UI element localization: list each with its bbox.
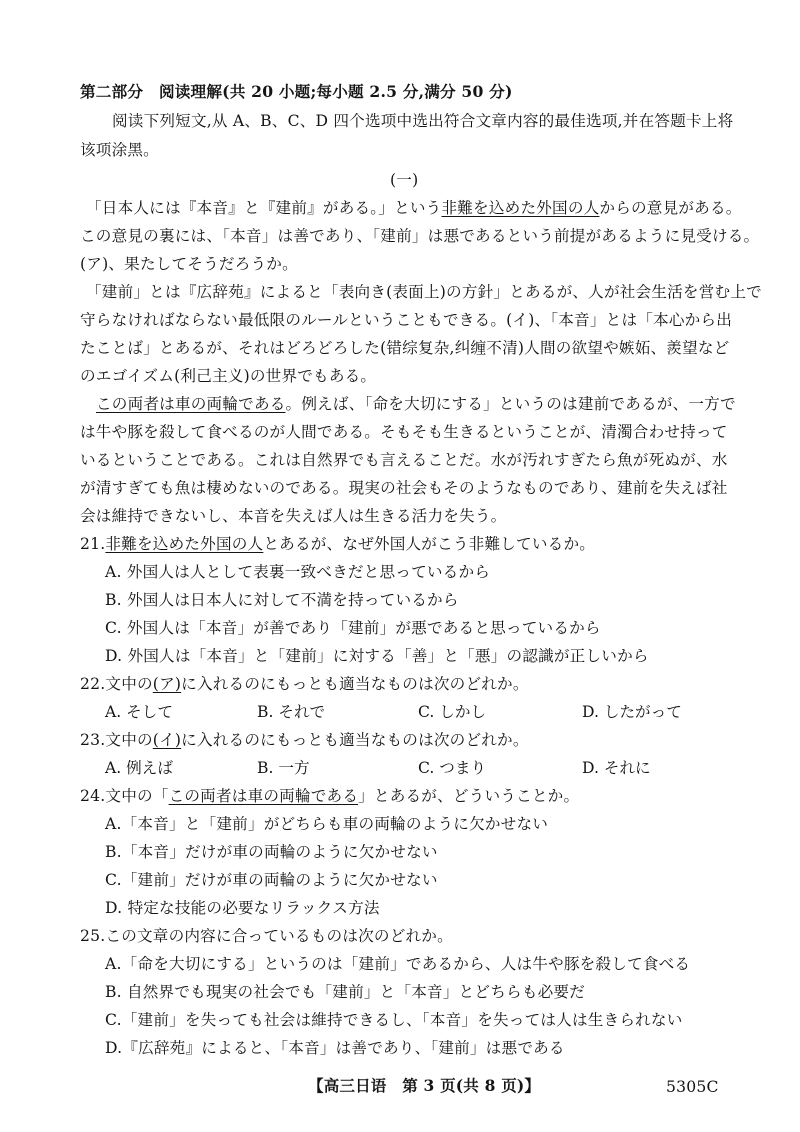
underlined-phrase: この両者は車の両輪である [168, 787, 359, 805]
passage-p3-line-5: 会は維持できないし、本音を失えば人は生きる活力を失う。 [80, 507, 507, 525]
text-run: に入れるのにもっとも適当なものは次のどれか。 [181, 675, 529, 693]
page-footer-code: 5305C [666, 1078, 719, 1096]
question-number: 21. [80, 535, 106, 553]
text-run: 「日本人には『本音』と『建前』がある。」という [86, 199, 442, 217]
question-number: 23. [80, 731, 106, 749]
passage-p2-line-1: 「建前」とは『広辞苑』によると「表向き(表面上)の方針」とあるが、人が社会生活を営む上で [86, 283, 762, 301]
question-22-stem [80, 674, 529, 694]
underlined-phrase: 非難を込めた外国の人 [105, 535, 264, 553]
passage-p2-line-2: 守らなければならない最低限のルールということもできる。(イ)、「本音」とは「本心から出 [80, 311, 732, 329]
q23-option-a: A. 例えば [105, 759, 173, 777]
text-run: 文中の [105, 675, 153, 693]
text-run: からの意見がある。 [599, 199, 742, 217]
text-run: 」とあるが、どういうことか。 [358, 787, 580, 805]
underlined-phrase: 非難を込めた外国の人 [441, 199, 600, 217]
instruction-line-1: 阅读下列短文,从 A、B、C、D 四个选项中选出符合文章内容的最佳选项,并在答题卡上将 [112, 112, 734, 130]
q21-option-d: D. 外国人は「本音」と「建前」に対する「善」と「悪」の認識が正しいから [105, 647, 649, 665]
passage-p1-line-1 [86, 198, 742, 218]
q22-option-b: B. それで [257, 703, 326, 721]
q22-option-d: D. したがって [582, 703, 682, 721]
q21-option-c: C. 外国人は「本音」が善であり「建前」が悪であると思っているから [105, 619, 601, 637]
passage-p3-line-3: いるということである。これは自然界でも言えることだ。水が汚れすぎたら魚が死ぬが、水 [80, 451, 728, 469]
passage-p1-line-2: この意見の裏には、「本音」は善であり、「建前」は悪であるという前提があるように見受ける。 [80, 227, 760, 245]
passage-p3-line-2: は牛や豚を殺して食べるのが人間である。そもそも生きるということが、清濁合わせ持って [80, 423, 728, 441]
underlined-blank: (イ) [152, 731, 182, 749]
passage-p2-line-3: たことば」とあるが、それはどろどろした(错综复杂,纠缠不清)人間の欲望や嫉妬、羨望など [80, 339, 730, 357]
text-run: 。例えば、「命を大切にする」というのは建前であるが、一方で [285, 395, 736, 413]
text-run: 文中の「 [105, 787, 169, 805]
q25-option-a: A.「命を大切にする」というのは「建前」であるから、人は牛や豚を殺して食べる [105, 955, 691, 973]
page-footer-title: 【高三日语 第 3 页(共 8 页)】 [308, 1076, 541, 1095]
section-heading: 第二部分 阅读理解(共 20 小题;每小题 2.5 分,满分 50 分) [80, 82, 513, 101]
question-number: 25. [80, 927, 106, 945]
passage-number: (一) [390, 171, 419, 189]
passage-p3-line-1 [96, 394, 736, 414]
underlined-phrase: この両者は車の両輪である [96, 395, 286, 413]
text-run: に入れるのにもっとも適当なものは次のどれか。 [181, 731, 529, 749]
text-run: とあるが、なぜ外国人がこう非難しているか。 [263, 535, 596, 553]
question-number: 24. [80, 787, 106, 805]
q22-option-a: A. そして [105, 703, 173, 721]
q23-option-d: D. それに [582, 759, 651, 777]
question-21-stem [80, 534, 595, 554]
q25-option-d: D.『広辞苑』によると、「本音」は善であり、「建前」は悪である [105, 1039, 565, 1057]
underlined-blank: (ア) [152, 675, 182, 693]
q23-option-b: B. 一方 [257, 759, 310, 777]
q24-option-c: C.「建前」だけが車の両輪のように欠かせない [105, 871, 438, 889]
q23-option-c: C. つまり [418, 759, 487, 777]
q24-option-a: A.「本音」と「建前」がどちらも車の両輪のように欠かせない [105, 815, 549, 833]
q24-option-b: B.「本音」だけが車の両輪のように欠かせない [105, 843, 438, 861]
passage-p3-line-4: が清すぎても魚は棲めないのである。現実の社会もそのようなものであり、建前を失えば社 [80, 479, 728, 497]
passage-p2-line-4: のエゴイズム(利己主义)の世界でもある。 [80, 367, 377, 385]
text-run: 文中の [105, 731, 153, 749]
passage-p1-line-3: (ア)、果たしてそうだろうか。 [80, 255, 298, 273]
q25-option-b: B. 自然界でも現実の社会でも「建前」と「本音」とどちらも必要だ [105, 983, 585, 1001]
question-25-stem [80, 926, 453, 946]
q24-option-d: D. 特定な技能の必要なリラックス方法 [105, 899, 380, 917]
text-run: この文章の内容に合っているものは次のどれか。 [105, 927, 453, 945]
question-24-stem [80, 786, 579, 806]
question-number: 22. [80, 675, 106, 693]
question-23-stem [80, 730, 529, 750]
q25-option-c: C.「建前」を失っても社会は維持できるし、「本音」を失っては人は生きられない [105, 1011, 683, 1029]
q21-option-a: A. 外国人は人として表裏一致べきだと思っているから [105, 563, 491, 581]
q21-option-b: B. 外国人は日本人に対して不満を持っているから [105, 591, 459, 609]
q22-option-c: C. しかし [418, 703, 487, 721]
instruction-line-2: 该项涂黑。 [80, 141, 159, 159]
